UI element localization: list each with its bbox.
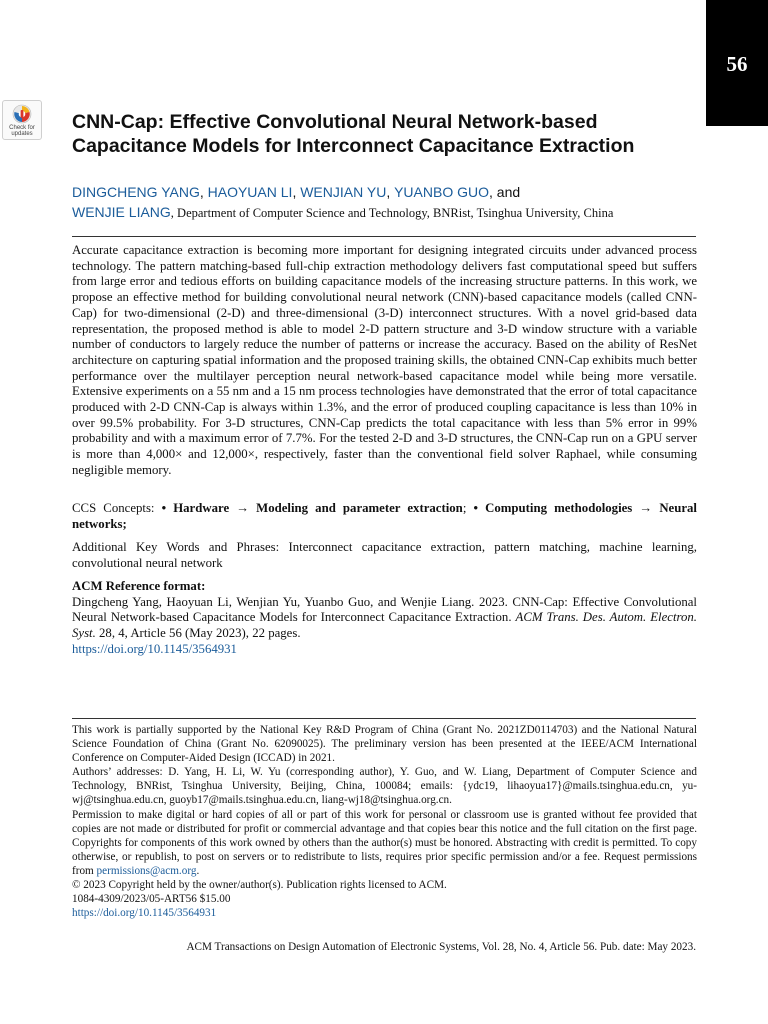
author-name[interactable]: WENJIAN YU — [300, 184, 387, 200]
author-affiliation: , Department of Computer Science and Technology, BNRist, Tsinghua University, China — [170, 206, 614, 220]
paper-title: CNN-Cap: Effective Convolutional Neural Network-based Capacitance Models for Interconnect Capacitance Extraction — [72, 111, 635, 157]
keywords: Additional Key Words and Phrases: Interconnect capacitance extraction, pattern matching, machine learning, convolutional neural network — [72, 540, 697, 570]
permissions-email-link[interactable]: permissions@acm.org — [96, 864, 197, 877]
page-number: 56 — [726, 52, 748, 76]
page-number-box — [706, 0, 768, 126]
badge-line-2: updates — [11, 131, 33, 137]
permission-end: . — [196, 864, 200, 877]
footnotes — [72, 723, 697, 920]
author-name[interactable]: HAOYUAN LI — [207, 184, 293, 200]
footnote-doi-link[interactable]: https://doi.org/10.1145/3564931 — [72, 907, 217, 920]
ccs-item: • Computing methodologies → Neural networks; — [72, 501, 697, 531]
acm-reference-journal: ACM Trans. Des. Autom. Electron. Syst. — [72, 610, 697, 641]
acm-reference-text: Dingcheng Yang, Haoyuan Li, Wenjian Yu, Yuanbo Guo, and Wenjie Liang. 2023. CNN-Cap: Effective Convolutional Neural Network-based Capacitance Models for Interconnect Capacitance Extraction. — [72, 594, 697, 625]
author-name[interactable]: DINGCHENG YANG — [72, 184, 200, 200]
issn-line: 1084-4309/2023/05-ART56 $15.00 — [72, 893, 231, 906]
acm-reference-doi-link[interactable]: https://doi.org/10.1145/3564931 — [72, 641, 237, 656]
abstract-top-rule — [72, 236, 696, 237]
author-separator: , — [292, 184, 301, 200]
running-footer: ACM Transactions on Design Automation of Electronic Systems, Vol. 28, No. 4, Article 56. Pub. date: May 2023. — [186, 941, 696, 953]
authors-addresses: Authors’ addresses: D. Yang, H. Li, W. Yu (corresponding author), Y. Guo, and W. Liang, Department of Computer Science and Technology, BNRist, Tsinghua University, Beijing, China, 100084; emails: {ydc19, lihaoyua17}@mails.tsinghua.edu.cn, yu-wj@tsinghua.edu.cn, guoyb17@mails.tsinghua.edu.cn, liang-wj18@tsinghua.org.cn. — [72, 766, 697, 807]
author-and: , and — [489, 184, 521, 200]
badge-line-1: Check for — [9, 125, 35, 131]
ccs-concepts — [72, 501, 697, 532]
author-name[interactable]: YUANBO GUO — [394, 184, 489, 200]
funding-note: This work is partially supported by the National Key R&D Program of China (Grant No. 2021ZD0114703) and the National Natural Science Foundation of China (Grant No. 62090025). The preliminary version has been presented at the IEEE/ACM International Conference on Computer-Aided Design (ICCAD) in 2021. — [72, 724, 697, 765]
ccs-separator: ; — [462, 501, 474, 515]
ccs-item: • Hardware → Modeling and parameter extraction — [161, 501, 463, 515]
acm-reference-tail: 28, 4, Article 56 (May 2023), 22 pages. — [95, 626, 301, 641]
crossmark-icon — [12, 104, 32, 124]
author-name[interactable]: WENJIE LIANG — [72, 204, 171, 220]
footnote-rule — [72, 718, 696, 719]
author-separator: , — [199, 184, 208, 200]
author-separator: , — [386, 184, 395, 200]
acm-reference — [72, 579, 697, 658]
author-block — [72, 182, 702, 223]
abstract: Accurate capacitance extraction is becoming more important for designing integrated circuits under advanced process technology. The pattern matching-based full-chip extraction methodology delivers fast computational speed but suffers from large error and tedious efforts on building capacitance models of the increasing structure patterns. In this work, we propose an effective method for building convolutional neural network (CNN)-based capacitance models (called CNN-Cap) for two-dimensional (2-D) and three-dimensional (3-D) interconnect structures. With a novel grid-based data representation, the proposed method is able to model 2-D pattern structure and 3-D window structure with a variable number of conductors to largely reduce the number of patterns or increase the accuracy. Based on the ability of ResNet architecture on capturing spatial information and the proposed training skills, the obtained CNN-Cap exhibits much better performance over the multilayer perception neural network-based capacitance model while being more versatile. Extensive experiments on a 55 nm and a 15 nm process technologies have demonstrated that the error of total capacitance produced with 2-D CNN-Cap is always within 1.3%, and the error of produced coupling capacitance is less than 10% in over 99.5% probability. For 3-D structures, CNN-Cap predicts the total capacitance with less than 5% error in 99% probability and with a maximum error of 7.7%. For the tested 2-D and 3-D structures, the CNN-Cap run on a GPU server is more than 4,000× and 12,000×, respectively, faster than the conventional field solver Raphael, while consuming negligible memory. — [72, 243, 697, 477]
copyright-line: © 2023 Copyright held by the owner/author(s). Publication rights licensed to ACM. — [72, 879, 447, 892]
ccs-label: CCS Concepts: — [72, 501, 162, 515]
acm-reference-heading: ACM Reference format: — [72, 579, 206, 593]
permission-text: Permission to make digital or hard copies of all or part of this work for personal or classroom use is granted without fee provided that copies are not made or distributed for profit or commercial advantage and that copies bear this notice and the full citation on the first page. Copyrights for components of this work owned by others than the author(s) must be honored. Abstracting with credit is permitted. To copy otherwise, or republish, to post on servers or to redistribute to lists, requires prior specific permission and/or a fee. Request permissions from — [72, 808, 697, 877]
permission-note — [72, 808, 697, 878]
check-for-updates-badge[interactable] — [2, 100, 42, 140]
